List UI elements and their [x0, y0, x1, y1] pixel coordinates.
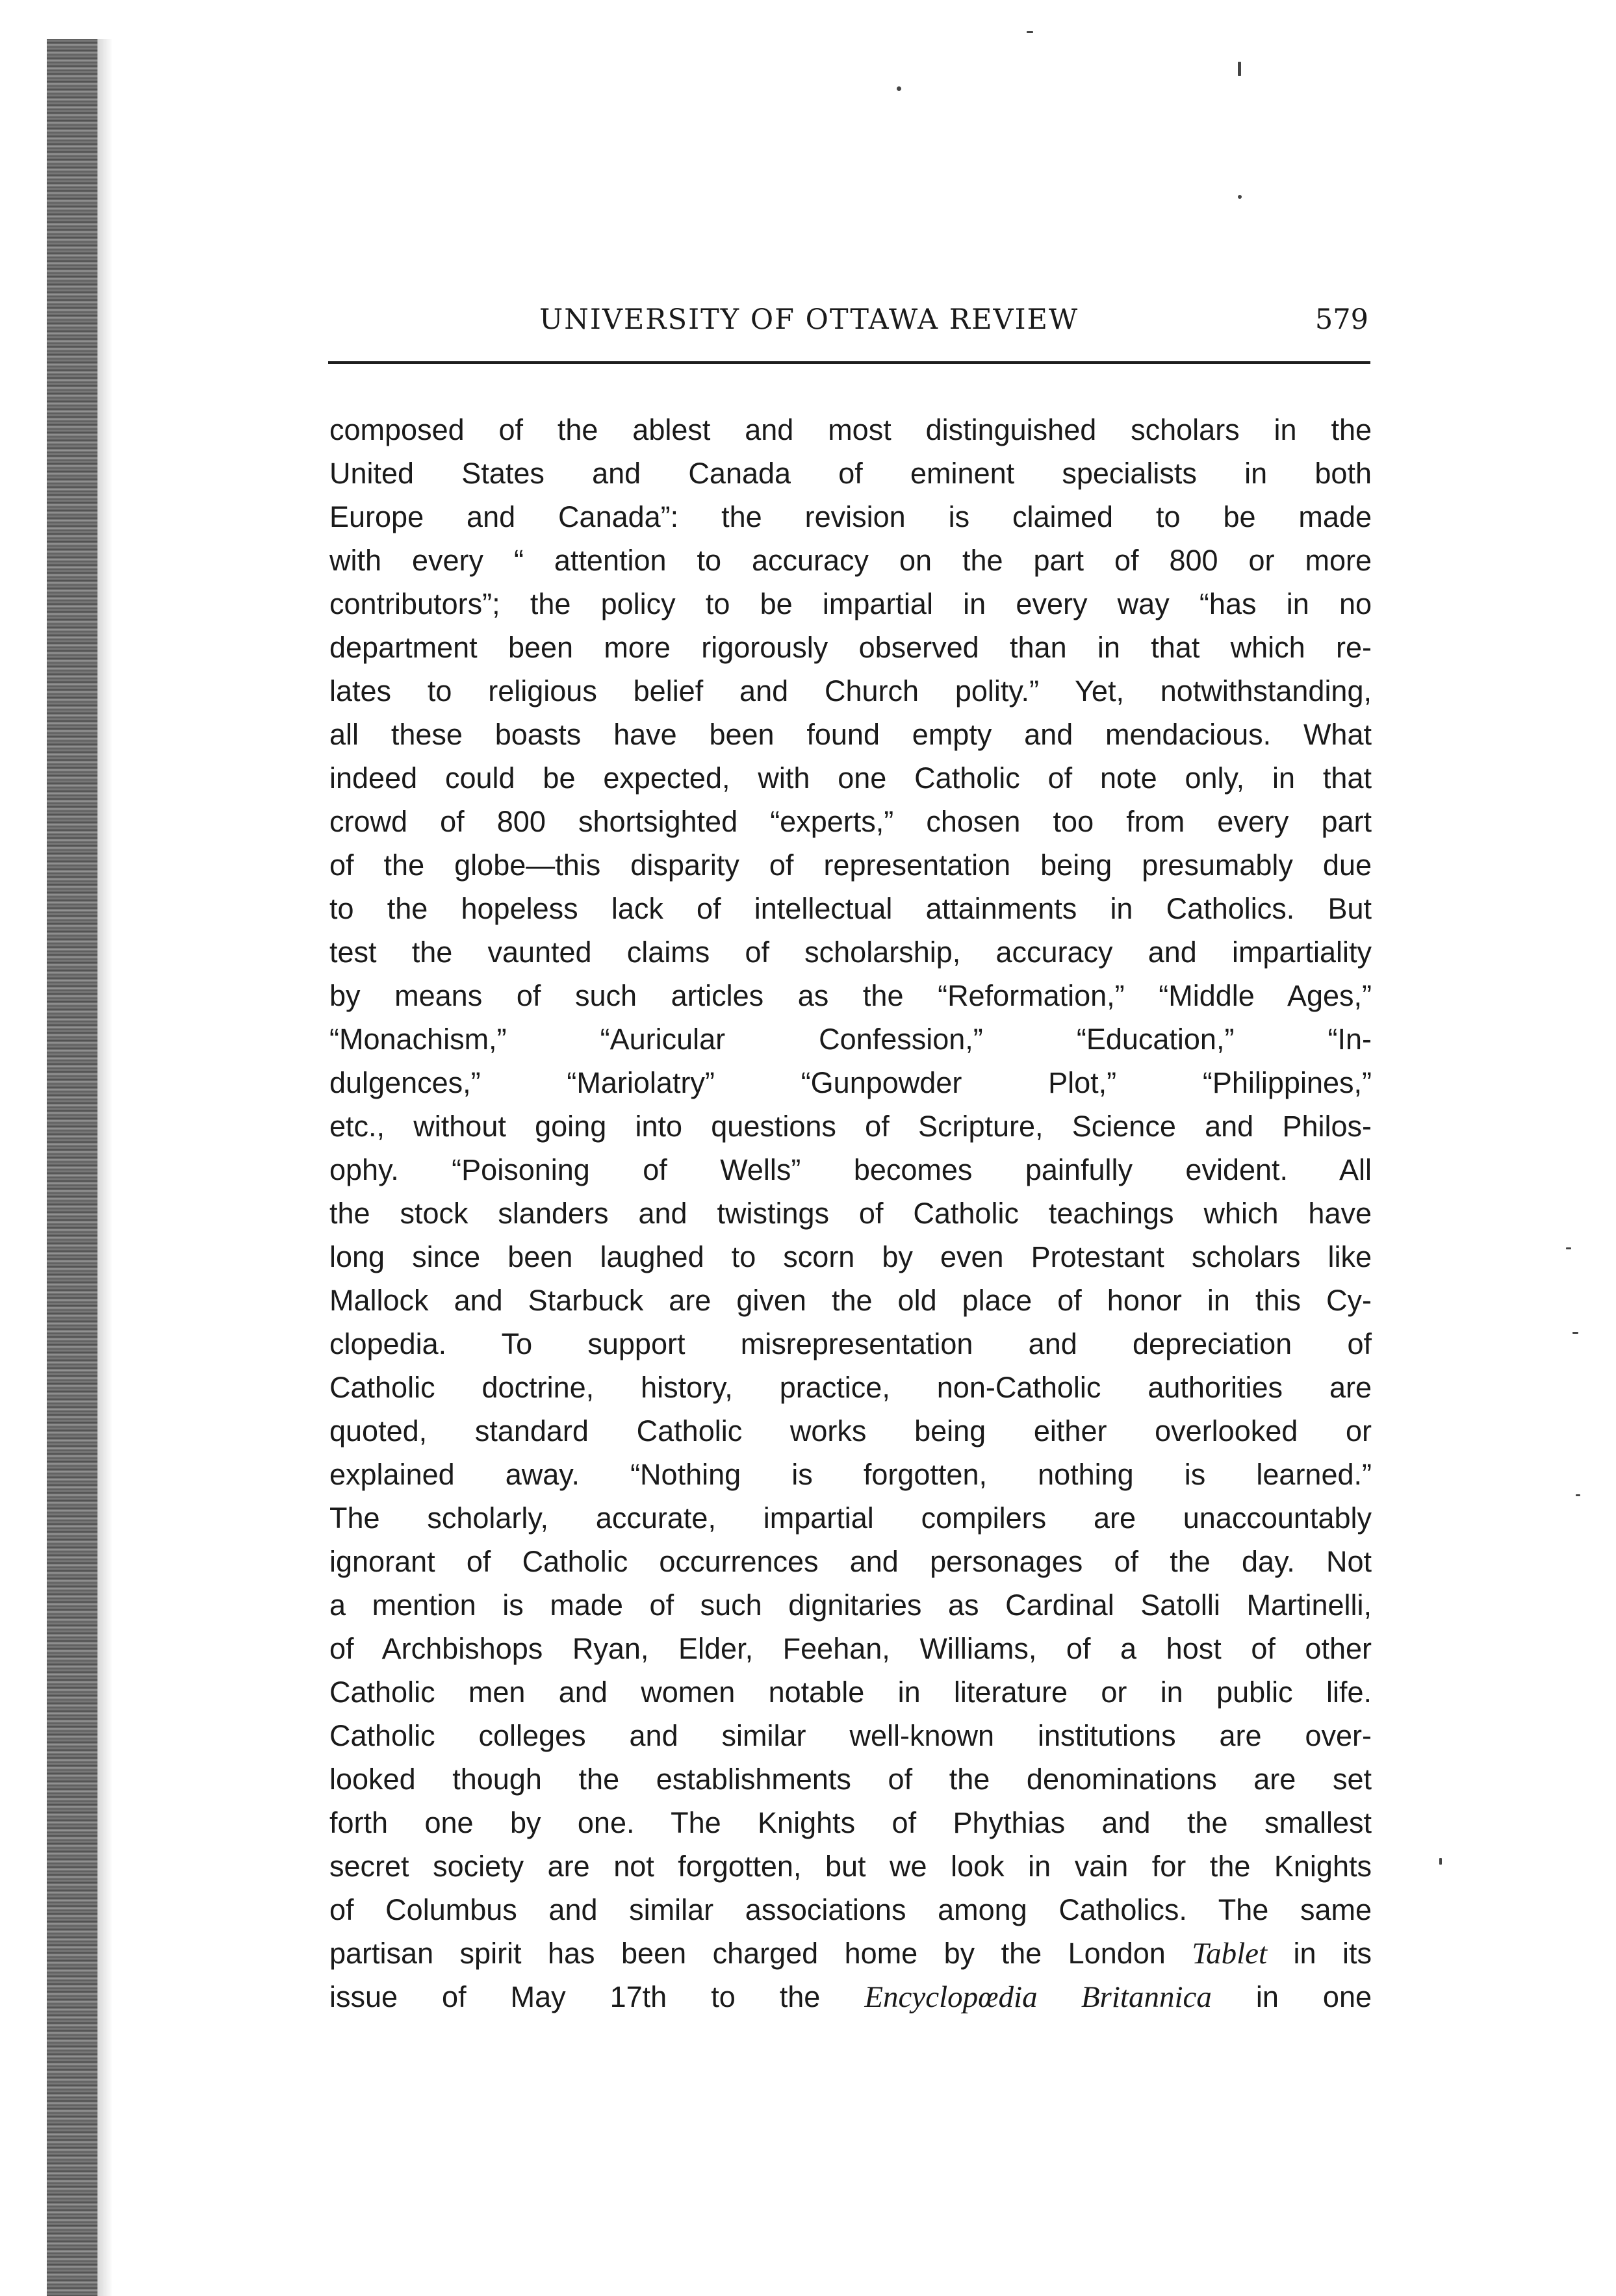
- scan-speck: [1576, 1494, 1580, 1496]
- text-line: test the vaunted claims of scholarship, accuracy and impartiality: [329, 936, 1372, 969]
- text-segment: issue of May 17th to the: [329, 1980, 865, 2013]
- text-line: etc., without going into questions of Scripture, Science and Philos-: [329, 1110, 1372, 1143]
- text-line: a mention is made of such dignitaries as Cardinal Satolli Martinelli,: [329, 1588, 1372, 1622]
- running-header: [539, 300, 1368, 346]
- text-line: all these boasts have been found empty and mendacious. What: [329, 718, 1372, 751]
- text-line: ophy. “Poisoning of Wells” becomes painfully evident. All: [329, 1153, 1372, 1186]
- scan-speck: [1238, 62, 1241, 76]
- text-line: to the hopeless lack of intellectual attainments in Catholics. But: [329, 892, 1372, 925]
- text-line: clopedia. To support misrepresentation and depreciation of: [329, 1327, 1372, 1360]
- text-line: forth one by one. The Knights of Phythias and the smallest: [329, 1806, 1372, 1839]
- text-line: looked though the establishments of the denominations are set: [329, 1763, 1372, 1796]
- text-line: by means of such articles as the “Reformation,” “Middle Ages,”: [329, 979, 1372, 1012]
- text-line: with every “ attention to accuracy on the part of 800 or more: [329, 544, 1372, 577]
- italic-title-encyclopaedia: Encyclopœdia Britannica: [864, 1980, 1212, 2014]
- scan-speck: [1238, 195, 1242, 199]
- scan-speck: [1027, 31, 1033, 33]
- text-line: [329, 1975, 1372, 2019]
- scan-speck: [897, 86, 901, 91]
- text-line: The scholarly, accurate, impartial compilers are unaccountably: [329, 1501, 1372, 1535]
- text-line: of Columbus and similar associations among Catholics. The same: [329, 1893, 1372, 1926]
- text-line: explained away. “Nothing is forgotten, nothing is learned.”: [329, 1458, 1372, 1491]
- header-rule: [328, 361, 1370, 364]
- text-line: crowd of 800 shortsighted “experts,” chosen too from every part: [329, 805, 1372, 838]
- text-line: [329, 1932, 1372, 1975]
- page-number: 579: [1315, 303, 1368, 336]
- text-line: quoted, standard Catholic works being either overlooked or: [329, 1414, 1372, 1448]
- text-line: composed of the ablest and most distinguished scholars in the: [329, 413, 1372, 446]
- text-line: of Archbishops Ryan, Elder, Feehan, Williams, of a host of other: [329, 1632, 1372, 1665]
- running-title: UNIVERSITY OF OTTAWA REVIEW: [539, 303, 1079, 336]
- scan-speck: [1572, 1332, 1578, 1334]
- text-line: of the globe—this disparity of representation being presumably due: [329, 848, 1372, 882]
- text-line: indeed could be expected, with one Catholic of note only, in that: [329, 761, 1372, 795]
- text-line: Europe and Canada”: the revision is claimed to be made: [329, 500, 1372, 533]
- text-line: department been more rigorously observed than in that which re-: [329, 631, 1372, 664]
- text-line: lates to religious belief and Church polity.” Yet, notwithstanding,: [329, 674, 1372, 708]
- scan-speck: [1566, 1247, 1571, 1249]
- scan-speck: [1439, 1858, 1442, 1865]
- text-line: the stock slanders and twistings of Catholic teachings which have: [329, 1197, 1372, 1230]
- text-segment: in one: [1211, 1980, 1372, 2013]
- text-line: contributors”; the policy to be impartial in every way “has in no: [329, 587, 1372, 620]
- text-line: long since been laughed to scorn by even Protestant scholars like: [329, 1240, 1372, 1273]
- text-line: dulgences,” “Mariolatry” “Gunpowder Plot,” “Philippines,”: [329, 1066, 1372, 1099]
- text-segment: partisan spirit has been charged home by the London: [329, 1937, 1192, 1970]
- text-line: United States and Canada of eminent specialists in both: [329, 457, 1372, 490]
- text-line: Mallock and Starbuck are given the old place of honor in this Cy-: [329, 1284, 1372, 1317]
- text-segment: in its: [1267, 1937, 1372, 1970]
- text-line: Catholic doctrine, history, practice, non-Catholic authorities are: [329, 1371, 1372, 1404]
- text-line: “Monachism,” “Auricular Confession,” “Education,” “In-: [329, 1023, 1372, 1056]
- text-line: Catholic colleges and similar well-known institutions are over-: [329, 1719, 1372, 1752]
- text-line: Catholic men and women notable in literature or in public life.: [329, 1676, 1372, 1709]
- italic-title-tablet: Tablet: [1192, 1937, 1268, 1971]
- book-binding-edge: [47, 39, 97, 2296]
- body-text: [329, 408, 1372, 2019]
- text-line: secret society are not forgotten, but we look in vain for the Knights: [329, 1850, 1372, 1883]
- text-line: ignorant of Catholic occurrences and personages of the day. Not: [329, 1545, 1372, 1578]
